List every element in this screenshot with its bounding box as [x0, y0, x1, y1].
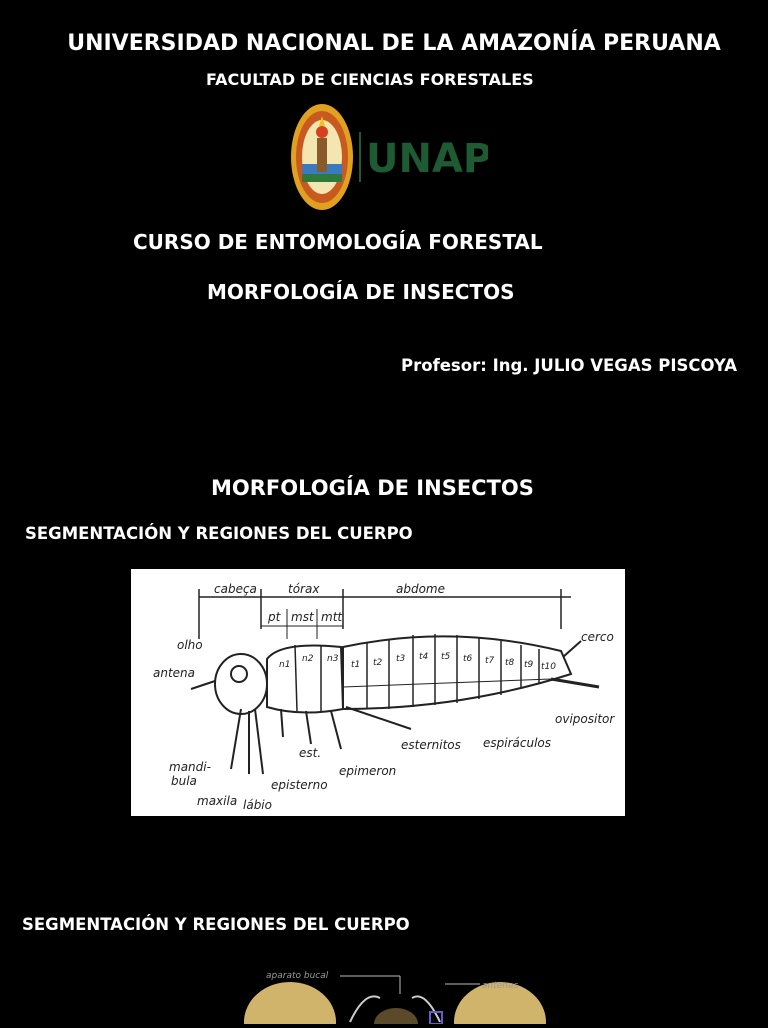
label-olho: olho [177, 638, 203, 652]
label-cabeca: cabeça [214, 582, 257, 596]
segment-label: t10 [541, 662, 556, 672]
course-name: CURSO DE ENTOMOLOGÍA FORESTAL [133, 230, 543, 254]
label-cerco: cerco [581, 630, 614, 644]
segment-label: t5 [441, 652, 451, 662]
label-mandibula-2: bula [171, 774, 197, 788]
segment-label: t1 [351, 660, 361, 670]
unap-logo [288, 102, 488, 212]
segment-label: t2 [373, 658, 383, 668]
label-labio: lábio [243, 798, 272, 812]
label-antena: antena [153, 666, 196, 680]
insect-body-regions-diagram [131, 569, 625, 816]
label-epimeron: epimeron [339, 764, 397, 778]
slide1-title: MORFOLOGÍA DE INSECTOS [207, 280, 515, 304]
bee-diagram [200, 960, 560, 1024]
label-ovipositor: ovipositor [555, 712, 615, 726]
label-mtt: mtt [321, 610, 343, 624]
slide2-subtitle: SEGMENTACIÓN Y REGIONES DEL CUERPO [25, 524, 413, 543]
segment-label: t8 [505, 658, 515, 668]
segment-label: n3 [327, 654, 339, 664]
faculty-name: FACULTAD DE CIENCIAS FORESTALES [206, 70, 534, 89]
segment-label: t6 [463, 654, 473, 664]
university-title: UNIVERSIDAD NACIONAL DE LA AMAZONÍA PERUANA [67, 31, 721, 56]
segment-label: t3 [396, 654, 406, 664]
professor-name: Profesor: Ing. JULIO VEGAS PISCOYA [401, 356, 738, 375]
unap-wordmark: UNAP [366, 136, 488, 182]
label-esternitos: esternitos [401, 738, 461, 752]
label-est: est. [299, 746, 322, 760]
label-pt: pt [268, 610, 281, 624]
slide2-title: MORFOLOGÍA DE INSECTOS [211, 476, 534, 500]
segment-label: n2 [302, 654, 314, 664]
slide3-subtitle: SEGMENTACIÓN Y REGIONES DEL CUERPO [22, 915, 410, 934]
label-mst: mst [291, 610, 314, 624]
label-maxila: maxila [197, 794, 238, 808]
bee-label-right: antenas [482, 981, 519, 991]
bee-label-top: aparato bucal [266, 971, 329, 981]
label-abdome: abdome [396, 582, 446, 596]
segment-label: t4 [419, 652, 429, 662]
segment-label: n1 [279, 660, 291, 670]
label-episterno: episterno [271, 778, 328, 792]
segment-label: t9 [524, 660, 534, 670]
label-mandibula-1: mandi- [169, 760, 211, 774]
label-espiraculos: espiráculos [483, 736, 552, 750]
label-torax: tórax [288, 582, 320, 596]
segment-label: t7 [485, 656, 495, 666]
university-seal-icon [291, 104, 353, 210]
